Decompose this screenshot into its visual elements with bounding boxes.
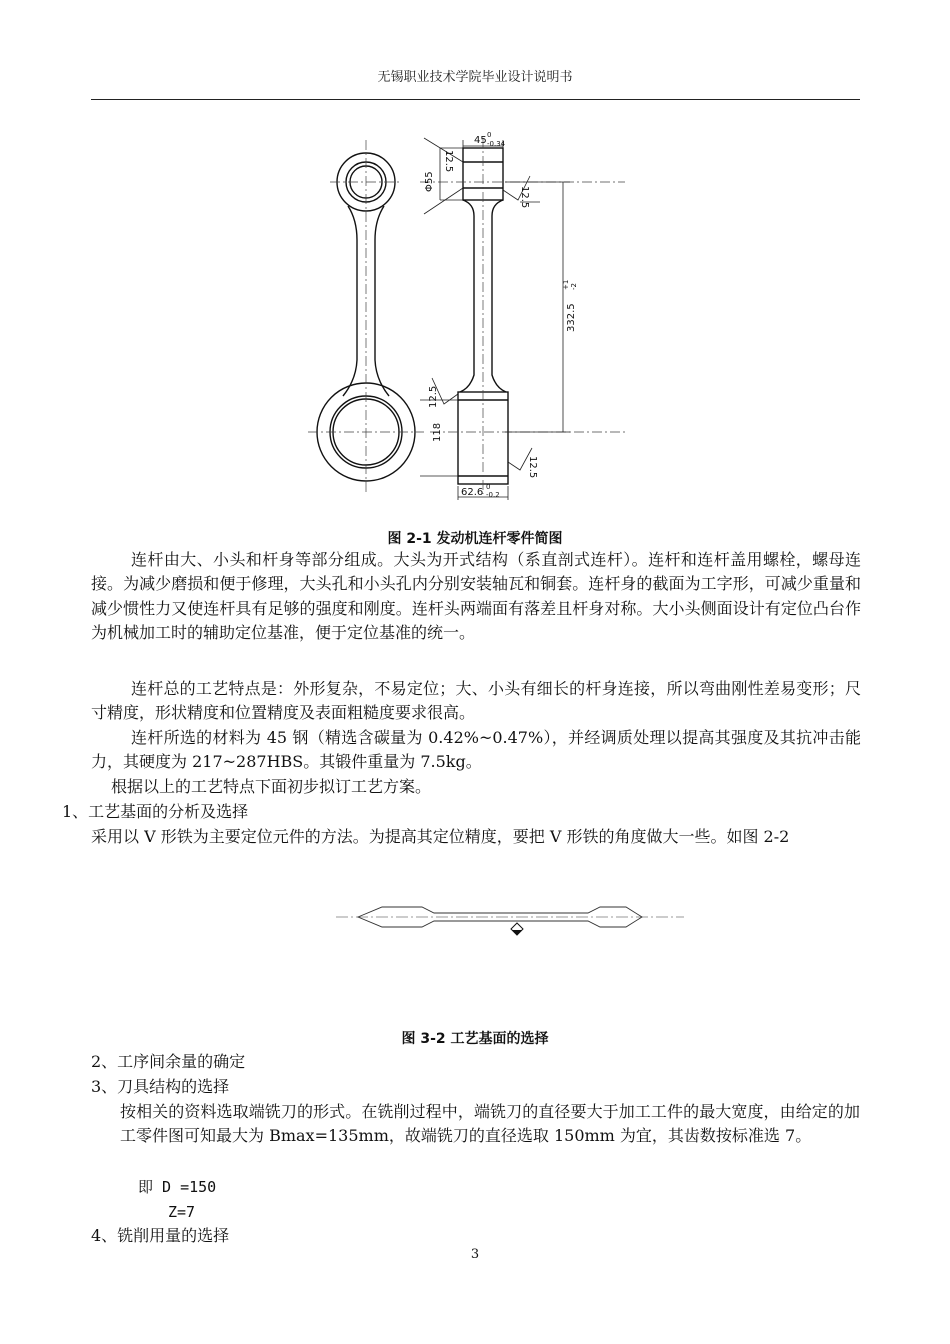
formula-diameter: 即 D =150 [138,1178,217,1196]
dim-bottom-tol-upper: 0 [486,483,491,491]
dim-length-tol-upper: +1 [562,279,570,290]
section3-heading: 3、刀具结构的选择 [91,1077,230,1096]
section3-text: 按相关的资料选取端铣刀的形式。在铣削过程中，端铣刀的直径要大于加工工件的最大宽度，由给定的加工零件图可知最大为 Bmax=135mm，故端铣刀的直径选取 150mm 为宜，其齿数按标准选 7。 [120,1102,860,1146]
section2-heading: 2、工序间余量的确定 [91,1052,246,1071]
dim-top-tol-upper: 0 [487,131,492,139]
side-rod-left [460,200,474,392]
paragraph-process-features: 连杆总的工艺特点是：外形复杂，不易定位；大、小头有细长的杆身连接，所以弯曲刚性差易变形；尺寸精度，形状精度和位置精度及表面粗糙度要求很高。 [91,679,861,723]
figure2-caption: 图 3-2 工艺基面的选择 [401,1031,549,1047]
section1-heading: 1、工艺基面的分析及选择 [62,802,249,821]
v-block-figure [330,895,690,945]
dim-top-tol-lower: -0.34 [487,140,506,148]
connecting-rod-drawing [0,0,950,510]
page-number: 3 [470,1247,480,1262]
dim-small-thick: 12.5 [443,150,454,173]
dim-bottom-tol-lower: -0.2 [486,491,500,499]
formula-teeth: Z=7 [168,1203,196,1221]
dim-small-dia: Φ55 [424,171,435,192]
dim-big-thick: 118 [432,422,443,442]
side-rod-right [492,200,506,392]
paragraph-plan: 根据以上的工艺特点下面初步拟订工艺方案。 [111,777,432,796]
figure1-caption: 图 2-1 发动机连杆零件简图 [387,531,563,547]
dim-length-tol-lower: -2 [570,283,578,290]
page-header: 无锡职业技术学院毕业设计说明书 [377,70,573,85]
paragraph-material: 连杆所选的材料为 45 钢（精选含碳量为 0.42%~0.47%），并经调质处理以提高其强度及其抗冲击能力，其硬度为 217~287HBS。其锻件重量为 7.5kg。 [91,728,861,772]
dim-top-width: 45 [474,135,487,146]
rod-shank-right [375,206,389,396]
rod-shank-left [343,206,357,396]
dim-length: 332.5 [566,303,577,332]
section4-heading: 4、铣削用量的选择 [91,1226,230,1245]
dim-bottom-width: 62.6 [461,487,484,498]
dim-rough-lower: 12.5 [527,456,538,479]
paragraph-structure: 连杆由大、小头和杆身等部分组成。大头为开式结构（系直剖式连杆）。连杆和连杆盖用螺栓，螺母连接。为减少磨损和便于修理，大头孔和小头孔内分别安装轴瓦和铜套。连杆身的截面为工字形，可减少重量和减少惯性力又使连杆具有足够的强度和刚度。连杆头两端面有落差且杆身对称。大小头侧面设计有定位凸台作为机械加工时的辅助定位基准，便于定位基准的统一。 [91,550,861,643]
dim-rough-left-lower: 12.5 [428,385,439,408]
section1-text: 采用以 V 形铁为主要定位元件的方法。为提高其定位精度，要把 V 形铁的角度做大一些。如图 2-2 [91,827,790,846]
dim-rough-upper: 12.5 [519,186,530,209]
